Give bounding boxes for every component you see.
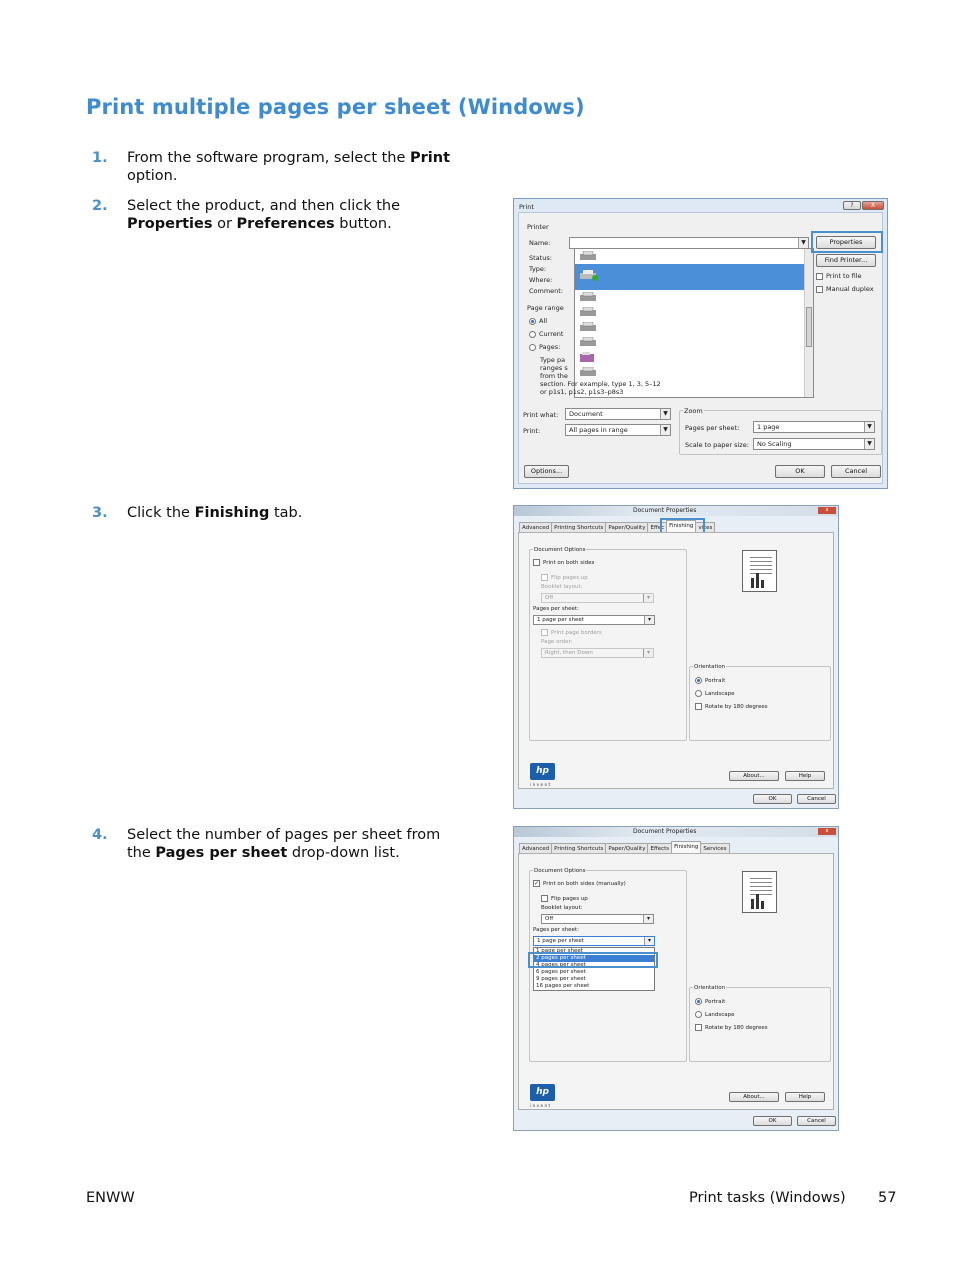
chevron-down-icon: ▼ bbox=[660, 425, 670, 435]
pages-per-sheet-label: Pages per sheet: bbox=[533, 606, 579, 612]
tab-panel bbox=[518, 532, 834, 789]
selection-highlight bbox=[528, 952, 658, 968]
pages-per-sheet-select[interactable]: 1 page per sheet ▾ bbox=[533, 936, 655, 946]
invent-tagline: invent bbox=[530, 1103, 552, 1108]
range-hint: or p1s1, p1s2, p1s3–p8s3 bbox=[540, 388, 624, 396]
pages-radio[interactable]: Pages: bbox=[529, 343, 560, 351]
rotate-checkbox[interactable]: Rotate by 180 degrees bbox=[695, 1024, 768, 1031]
zoom-label: Zoom bbox=[684, 407, 703, 415]
list-scrollbar[interactable] bbox=[804, 249, 813, 397]
chevron-down-icon: ▼ bbox=[864, 439, 874, 449]
name-label: Name: bbox=[529, 239, 551, 247]
list-item[interactable] bbox=[575, 365, 813, 380]
manual-duplex-checkbox[interactable]: Manual duplex bbox=[816, 285, 874, 293]
orientation-label: Orientation bbox=[694, 985, 726, 991]
print-both-sides-checkbox[interactable]: ✓ Print on both sides (manually) bbox=[534, 880, 626, 887]
range-hint: Type pa bbox=[540, 356, 566, 364]
step-4: 4. Select the number of pages per sheet from the Pages per sheet drop-down list. bbox=[92, 827, 441, 861]
page-title: Print multiple pages per sheet (Windows) bbox=[86, 95, 585, 119]
list-item[interactable]: 6 pages per sheet bbox=[536, 969, 586, 975]
chevron-down-icon: ▾ bbox=[644, 937, 654, 945]
step-number: 3. bbox=[92, 505, 108, 521]
scrollbar-thumb[interactable] bbox=[806, 307, 812, 347]
print-to-file-checkbox[interactable]: Print to file bbox=[816, 272, 862, 280]
document-properties-dialog bbox=[513, 505, 839, 809]
printer-icon bbox=[577, 337, 599, 348]
title-bar bbox=[514, 827, 838, 837]
all-radio[interactable]: All bbox=[529, 317, 547, 325]
printer-icon bbox=[577, 322, 599, 333]
tab-advanced[interactable]: Advanced bbox=[519, 522, 552, 533]
hp-logo: hp bbox=[530, 1084, 555, 1101]
tab-advanced[interactable]: Advanced bbox=[519, 843, 552, 854]
close-icon[interactable]: x bbox=[818, 507, 836, 514]
flip-pages-checkbox[interactable]: Flip pages up bbox=[541, 574, 588, 581]
ok-button[interactable]: OK bbox=[753, 1116, 792, 1126]
ok-button[interactable]: OK bbox=[753, 794, 792, 804]
title-bar bbox=[514, 506, 838, 516]
step-3: 3. Click the Finishing tab. bbox=[92, 505, 303, 521]
close-icon[interactable]: x bbox=[818, 828, 836, 835]
print-dialog bbox=[513, 198, 888, 489]
printer-icon bbox=[577, 367, 599, 378]
tab-paper-quality[interactable]: Paper/Quality bbox=[605, 843, 648, 854]
dialog-title: Document Properties bbox=[633, 828, 697, 835]
print-what-select[interactable]: Document ▼ bbox=[565, 408, 671, 420]
printer-group-label: Printer bbox=[527, 223, 549, 231]
booklet-layout-select[interactable]: Off ▾ bbox=[541, 914, 654, 924]
list-item[interactable]: 16 pages per sheet bbox=[536, 983, 590, 989]
printer-icon bbox=[577, 307, 599, 318]
help-button[interactable]: ? bbox=[843, 201, 861, 210]
chevron-down-icon: ▾ bbox=[644, 616, 654, 624]
close-button[interactable]: X bbox=[862, 201, 884, 210]
booklet-layout-label: Booklet layout: bbox=[541, 584, 583, 590]
print-select[interactable]: All pages in range ▼ bbox=[565, 424, 671, 436]
tab-bar bbox=[519, 841, 729, 853]
list-item[interactable] bbox=[575, 350, 813, 365]
tab-services[interactable]: vices bbox=[695, 522, 715, 533]
help-button[interactable]: Help bbox=[785, 1092, 825, 1102]
document-options-label: Document Options bbox=[534, 868, 586, 874]
page-number: 57 bbox=[878, 1190, 897, 1206]
print-label: Print: bbox=[523, 427, 541, 435]
tab-finishing[interactable]: Finishing bbox=[671, 841, 701, 854]
pages-per-sheet-select[interactable]: 1 page per sheet ▾ bbox=[533, 615, 655, 625]
cancel-button[interactable]: Cancel bbox=[797, 1116, 836, 1126]
tab-printing-shortcuts[interactable]: Printing Shortcuts bbox=[551, 522, 606, 533]
page-preview-icon bbox=[742, 871, 777, 913]
page-range-label: Page range bbox=[527, 304, 564, 312]
cancel-button[interactable]: Cancel bbox=[797, 794, 836, 804]
document-properties-dialog bbox=[513, 826, 839, 1131]
list-item[interactable] bbox=[575, 320, 813, 335]
step-number: 1. bbox=[92, 150, 108, 166]
range-hint: section. For example, type 1, 3, 5–12 bbox=[540, 380, 661, 388]
list-item[interactable] bbox=[575, 305, 813, 320]
help-button[interactable]: Help bbox=[785, 771, 825, 781]
about-button[interactable]: About... bbox=[729, 771, 779, 781]
status-label: Status: bbox=[529, 254, 552, 262]
chevron-down-icon: ▾ bbox=[643, 915, 653, 923]
tab-finishing[interactable]: Finishing bbox=[666, 520, 696, 533]
printer-icon bbox=[577, 270, 599, 281]
hp-logo: hp bbox=[530, 763, 555, 780]
chevron-down-icon: ▾ bbox=[643, 594, 653, 602]
chevron-down-icon: ▾ bbox=[643, 649, 653, 657]
landscape-radio[interactable]: Landscape bbox=[695, 1011, 735, 1018]
tab-services[interactable]: Services bbox=[700, 843, 729, 854]
printer-list[interactable] bbox=[574, 248, 814, 398]
list-item[interactable] bbox=[575, 290, 813, 305]
booklet-layout-label: Booklet layout: bbox=[541, 905, 583, 911]
list-item[interactable]: 4 pages per sheet bbox=[536, 962, 586, 968]
list-item[interactable]: 9 pages per sheet bbox=[536, 976, 586, 982]
comment-label: Comment: bbox=[529, 287, 564, 295]
pages-per-sheet-label: Pages per sheet: bbox=[533, 927, 579, 933]
tab-printing-shortcuts[interactable]: Printing Shortcuts bbox=[551, 843, 606, 854]
printer-icon bbox=[577, 251, 599, 262]
booklet-layout-select[interactable]: Off ▾ bbox=[541, 593, 654, 603]
portrait-radio[interactable]: Portrait bbox=[695, 998, 725, 1005]
chevron-down-icon: ▼ bbox=[798, 238, 808, 248]
step-2: 2. Select the product, and then click the Properties or Preferences button. bbox=[92, 198, 401, 232]
portrait-radio[interactable]: Portrait bbox=[695, 677, 725, 684]
page-order-select[interactable]: Right, then Down ▾ bbox=[541, 648, 654, 658]
list-item-selected[interactable]: 2 pages per sheet bbox=[534, 955, 654, 962]
landscape-radio[interactable]: Landscape bbox=[695, 690, 735, 697]
current-radio[interactable]: Current bbox=[529, 330, 563, 338]
cancel-button[interactable]: Cancel bbox=[831, 465, 881, 478]
pages-per-sheet-label: Pages per sheet: bbox=[685, 424, 740, 432]
step-1: 1. From the software program, select the Print option. bbox=[92, 150, 451, 184]
printer-icon bbox=[577, 292, 599, 303]
tab-effects[interactable]: Effec bbox=[647, 522, 667, 533]
print-both-sides-checkbox[interactable]: Print on both sides bbox=[533, 559, 594, 566]
dialog-body bbox=[518, 212, 883, 484]
document-options-label: Document Options bbox=[534, 547, 586, 553]
print-what-label: Print what: bbox=[523, 411, 559, 419]
tab-paper-quality[interactable]: Paper/Quality bbox=[605, 522, 648, 533]
page-order-label: Page order: bbox=[541, 639, 573, 645]
orientation-label: Orientation bbox=[694, 664, 726, 670]
fax-icon bbox=[577, 352, 599, 363]
range-hint: from the bbox=[540, 372, 568, 380]
print-page-borders-checkbox[interactable]: Print page borders bbox=[541, 629, 602, 636]
range-hint: ranges s bbox=[540, 364, 568, 372]
list-item[interactable] bbox=[575, 335, 813, 350]
rotate-checkbox[interactable]: Rotate by 180 degrees bbox=[695, 703, 768, 710]
properties-button[interactable]: Properties bbox=[816, 236, 876, 249]
dialog-title: Document Properties bbox=[633, 507, 697, 514]
find-printer-button[interactable]: Find Printer... bbox=[816, 254, 876, 267]
footer-section: Print tasks (Windows) bbox=[689, 1190, 846, 1206]
options-button[interactable]: Options... bbox=[524, 465, 569, 478]
chevron-down-icon: ▼ bbox=[864, 422, 874, 432]
tab-effects[interactable]: Effects bbox=[647, 843, 672, 854]
list-item-selected[interactable] bbox=[575, 264, 813, 290]
invent-tagline: invent bbox=[530, 782, 552, 787]
page-preview-icon bbox=[742, 550, 777, 592]
scale-label: Scale to paper size: bbox=[685, 441, 749, 449]
step-number: 2. bbox=[92, 198, 108, 214]
about-button[interactable]: About... bbox=[729, 1092, 779, 1102]
where-label: Where: bbox=[529, 276, 553, 284]
scale-select[interactable]: No Scaling ▼ bbox=[753, 438, 875, 450]
pages-per-sheet-select[interactable]: 1 page ▼ bbox=[753, 421, 875, 433]
footer-left: ENWW bbox=[86, 1190, 135, 1206]
type-label: Type: bbox=[529, 265, 547, 273]
list-item[interactable]: 1 page per sheet bbox=[536, 948, 583, 954]
tab-panel bbox=[518, 853, 834, 1110]
flip-pages-checkbox[interactable]: Flip pages up bbox=[541, 895, 588, 902]
step-number: 4. bbox=[92, 827, 108, 843]
ok-button[interactable]: OK bbox=[775, 465, 825, 478]
chevron-down-icon: ▼ bbox=[660, 409, 670, 419]
dialog-title: Print bbox=[519, 203, 534, 211]
list-item[interactable] bbox=[575, 249, 813, 264]
